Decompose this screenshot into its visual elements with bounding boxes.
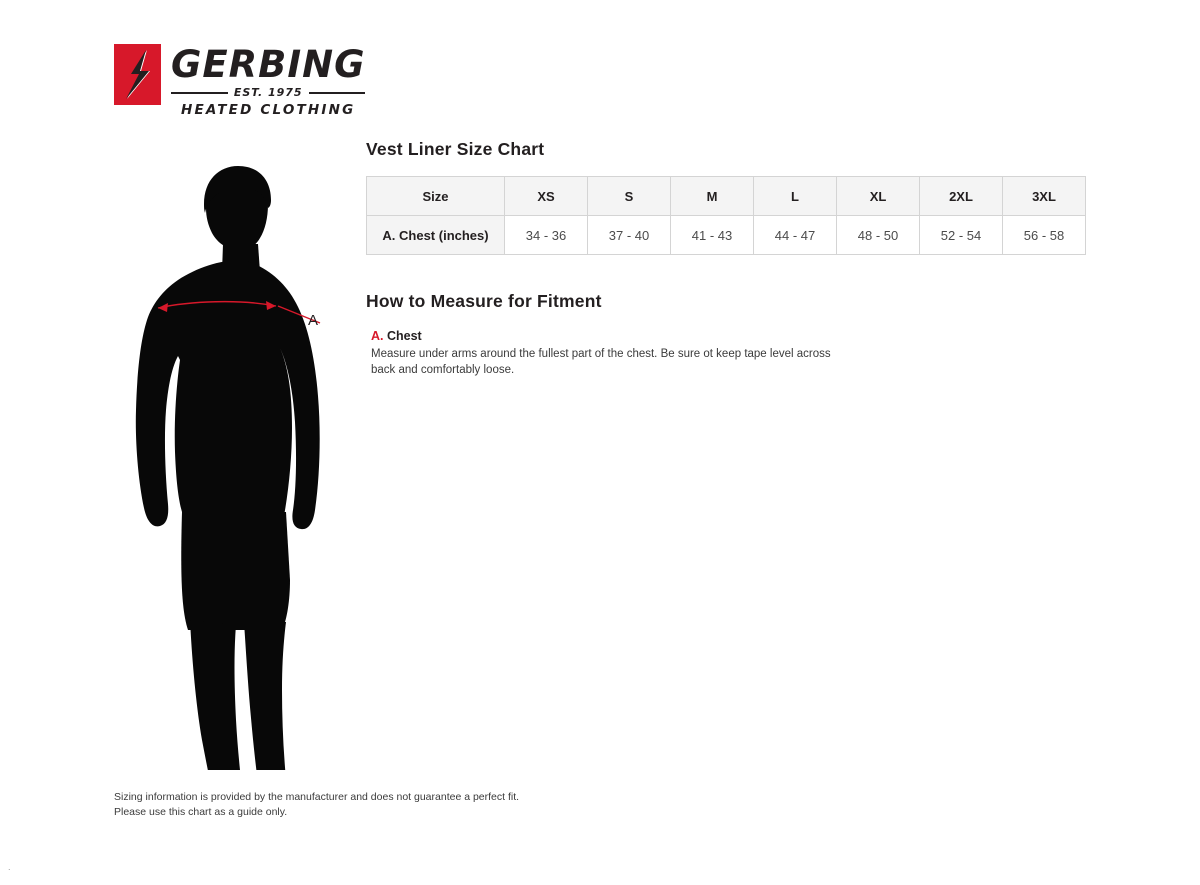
annotation-letter-a: A [308,312,319,329]
cell-chest-xs: 34 - 36 [505,216,588,255]
how-to-measure-title: How to Measure for Fitment [366,291,602,311]
measure-item-heading [371,329,871,343]
brand-logo [114,44,365,118]
table-row [367,216,1086,255]
cell-chest-xl: 48 - 50 [837,216,920,255]
measure-item-letter: A. [371,329,384,343]
cell-chest-m: 41 - 43 [671,216,754,255]
page-title: Vest Liner Size Chart [366,139,545,159]
cell-chest-2xl: 52 - 54 [920,216,1003,255]
header-size-xs: XS [505,177,588,216]
rule-left [171,92,228,94]
cell-chest-3xl: 56 - 58 [1003,216,1086,255]
header-size-s: S [588,177,671,216]
rule-right [309,92,366,94]
brand-name: GERBING [171,43,366,86]
measure-item-chest [371,329,871,378]
size-chart-table [366,176,1086,255]
brand-tagline: HEATED CLOTHING [181,102,356,118]
header-size-xl: XL [837,177,920,216]
body-silhouette-illustration [120,160,350,770]
header-size-l: L [754,177,837,216]
cell-chest-l: 44 - 47 [754,216,837,255]
brand-est-row [171,86,365,99]
measure-item-name: Chest [386,329,422,343]
table-header-row [367,177,1086,216]
brand-established: EST. 1975 [233,86,303,99]
disclaimer-line-1: Sizing information is provided by the manufacturer and does not guarantee a perfect fit. [114,791,520,803]
cell-chest-s: 37 - 40 [588,216,671,255]
brand-wordmark [171,44,365,118]
header-size-m: M [671,177,754,216]
corner-mark: . [8,862,11,872]
header-size-2xl: 2XL [920,177,1003,216]
gerbing-flame-icon [114,44,161,105]
disclaimer-line-2: Please use this chart as a guide only. [114,806,288,819]
header-size-label: Size [367,177,505,216]
disclaimer [114,790,519,820]
row-label-chest: A. Chest (inches) [367,216,505,255]
measure-item-description: Measure under arms around the fullest part of the chest. Be sure ot keep tape level across back and comfortably loose. [371,348,831,376]
header-size-3xl: 3XL [1003,177,1086,216]
